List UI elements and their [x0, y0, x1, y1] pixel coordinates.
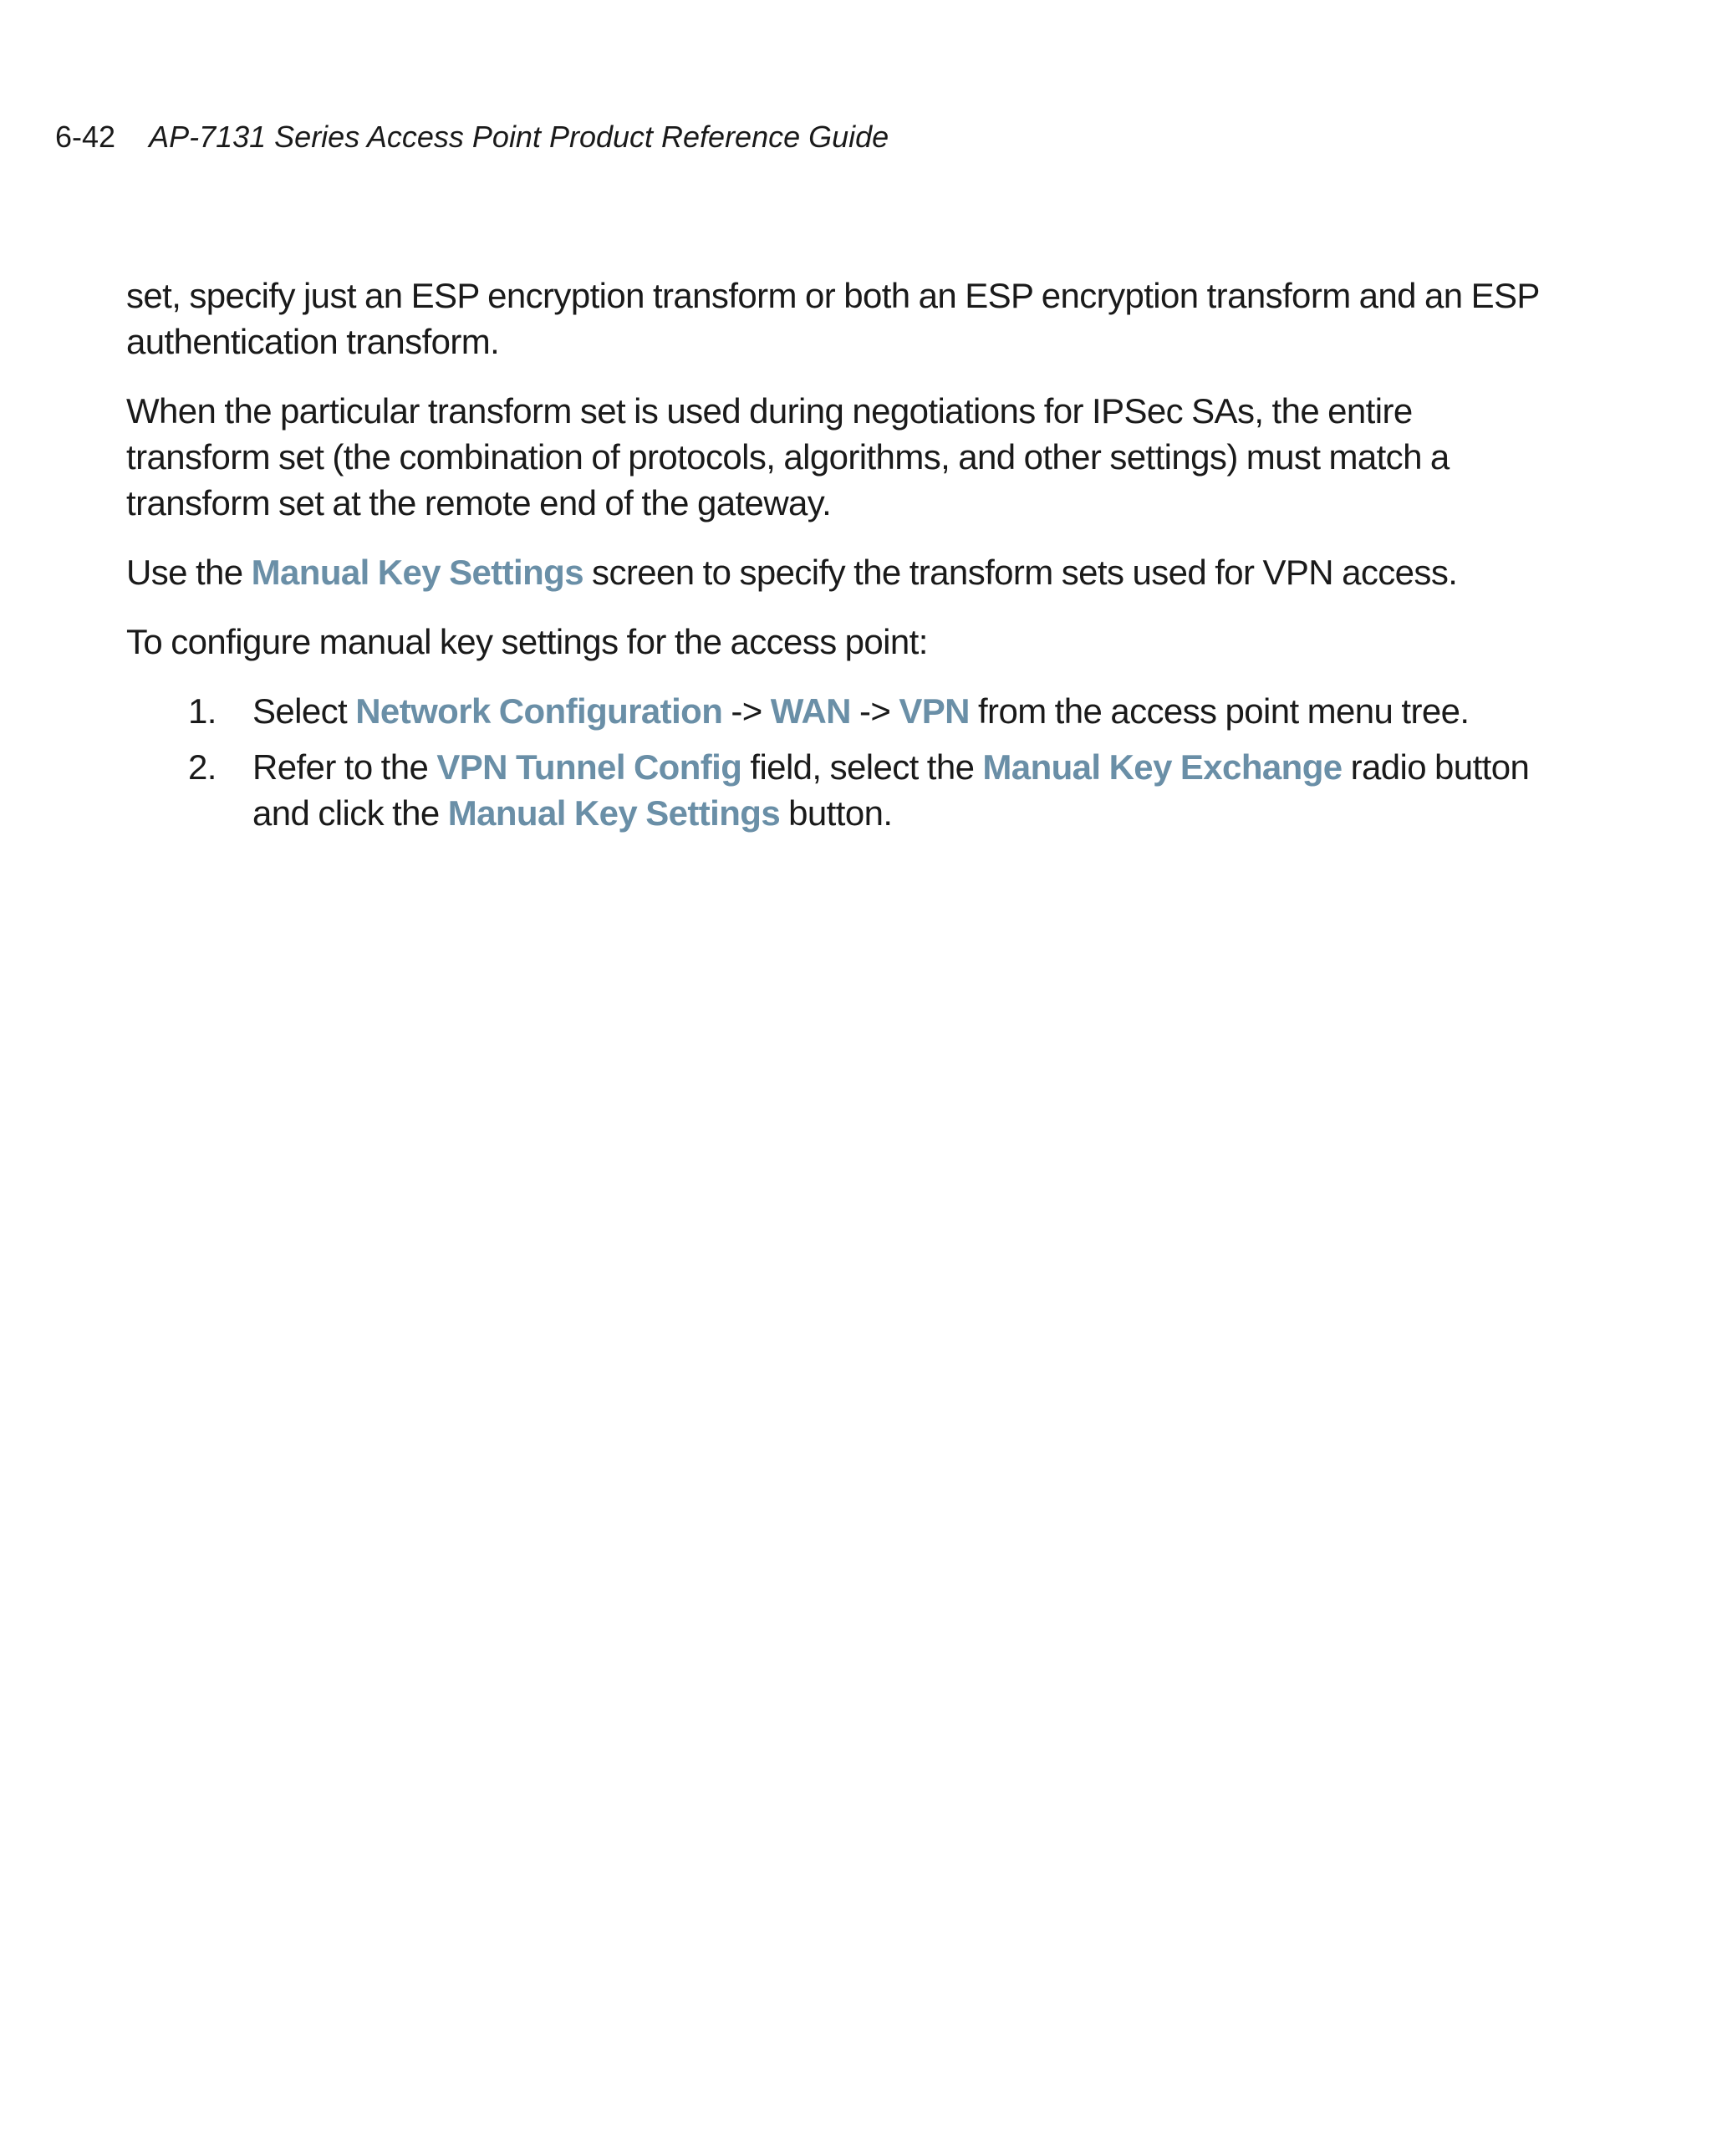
paragraph-transform-set: set, specify just an ESP encryption transform or both an ESP encryption transform and an ESP authentication transform.: [126, 276, 1540, 361]
step-item-1: [126, 688, 1547, 734]
text: screen to specify the transform sets used for VPN access.: [583, 553, 1458, 592]
page-body: [126, 273, 1547, 846]
wan-link[interactable]: WAN: [770, 691, 851, 731]
text: button.: [780, 793, 893, 833]
page-header: [55, 119, 889, 155]
paragraph-negotiations: When the particular transform set is used during negotiations for IPSec SAs, the entire transform set (the combination of protocols, algorithms, and other settings) must match a transform set at the remote end of the gateway.: [126, 391, 1450, 522]
step-item-2: [126, 744, 1547, 836]
page-number: 6-42: [55, 120, 116, 154]
manual-key-settings-link[interactable]: Manual Key Settings: [251, 553, 583, 592]
text: Select: [252, 691, 356, 731]
document-title: AP-7131 Series Access Point Product Reference Guide: [149, 120, 889, 154]
step-number: 2.: [188, 747, 217, 787]
text: ->: [722, 691, 771, 731]
text: Use the: [126, 553, 252, 592]
text: from the access point menu tree.: [969, 691, 1470, 731]
text: radio button and click the: [252, 747, 1530, 833]
procedure-steps: [126, 688, 1547, 836]
vpn-tunnel-config-link[interactable]: VPN Tunnel Config: [436, 747, 742, 787]
text: Refer to the: [252, 747, 437, 787]
vpn-link[interactable]: VPN: [899, 691, 970, 731]
manual-key-settings-button-link[interactable]: Manual Key Settings: [447, 793, 781, 833]
network-configuration-link[interactable]: Network Configuration: [355, 691, 723, 731]
text: ->: [850, 691, 899, 731]
text: field, select the: [741, 747, 983, 787]
paragraph-manual-key-settings: [126, 549, 1547, 595]
manual-key-exchange-link[interactable]: Manual Key Exchange: [982, 747, 1343, 787]
paragraph-configure-intro: To configure manual key settings for the access point:: [126, 622, 928, 661]
step-number: 1.: [188, 691, 217, 731]
